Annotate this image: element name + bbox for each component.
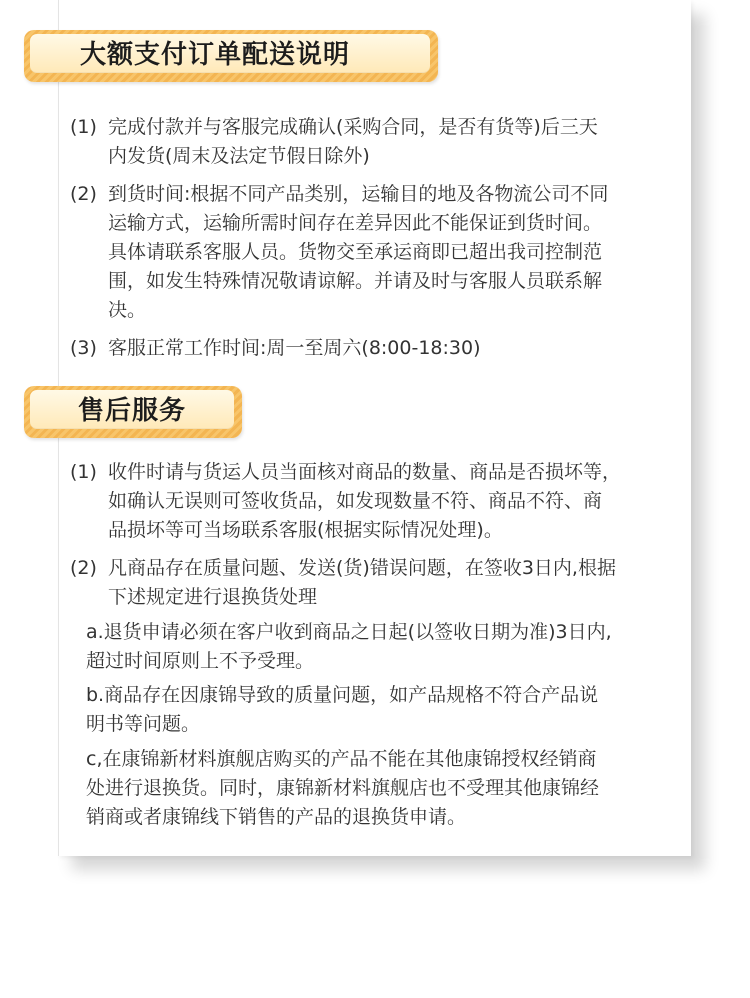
item-number: (3) <box>70 337 97 359</box>
item-text-line: 运输方式，运输所需时间存在差异因此不能保证到货时间。 <box>108 212 603 234</box>
item-text-line: 内发货(周末及法定节假日除外) <box>108 145 370 167</box>
item-text-line: 收件时请与货运人员当面核对商品的数量、商品是否损坏等， <box>108 461 622 483</box>
delivery-section-title: 大额支付订单配送说明 <box>80 40 351 70</box>
rule-text-line: 明书等问题。 <box>86 713 201 735</box>
item-text-line: 具体请联系客服人员。货物交至承运商即已超出我司控制范 <box>108 241 603 263</box>
delivery-header-plate <box>30 34 430 73</box>
rule-text-line: 销商或者康锦线下销售的产品的退换货申请。 <box>86 806 467 828</box>
item-text-line: 决。 <box>108 299 147 321</box>
after-sales-item-2 <box>70 554 680 612</box>
item-text-line: 完成付款并与客服完成确认(采购合同，是否有货等)后三天 <box>108 116 598 138</box>
delivery-section-header <box>24 30 438 82</box>
item-text-line: 客服正常工作时间:周一至周六(8:00-18:30) <box>108 337 481 359</box>
item-text-line: 凡商品存在质量问题、发送(货)错误问题，在签收3日内,根据 <box>108 557 616 579</box>
item-number: (1) <box>70 461 97 483</box>
after-sales-header-plate <box>30 390 234 429</box>
item-text-line: 到货时间:根据不同产品类别，运输目的地及各物流公司不同 <box>108 183 609 205</box>
delivery-item-1 <box>70 113 670 171</box>
rule-text-line: a.退货申请必须在客户收到商品之日起(以签收日期为准)3日内, <box>86 621 612 643</box>
delivery-item-2 <box>70 180 670 325</box>
rule-text-line: 超过时间原则上不予受理。 <box>86 650 315 672</box>
after-sales-item-1 <box>70 458 680 545</box>
item-number: (1) <box>70 116 97 138</box>
rule-text-line: b.商品存在因康锦导致的质量问题，如产品规格不符合产品说 <box>86 684 599 706</box>
rule-text-line: 处进行退换货。同时，康锦新材料旗舰店也不受理其他康锦经 <box>86 777 600 799</box>
item-text-line: 下述规定进行退换货处理 <box>108 586 318 608</box>
item-number: (2) <box>70 183 97 205</box>
after-sales-section-title: 售后服务 <box>78 396 187 426</box>
item-text-line: 如确认无误则可签收货品，如发现数量不符、商品不符、商 <box>108 490 603 512</box>
item-text-line: 围，如发生特殊情况敬请谅解。并请及时与客服人员联系解 <box>108 270 603 292</box>
after-sales-section-header <box>24 386 242 438</box>
rule-text-line: c,在康锦新材料旗舰店购买的产品不能在其他康锦授权经销商 <box>86 748 597 770</box>
item-text-line: 品损坏等可当场联系客服(根据实际情况处理)。 <box>108 519 503 541</box>
return-rule-a <box>86 618 676 676</box>
item-number: (2) <box>70 557 97 579</box>
return-rule-c <box>86 745 676 832</box>
delivery-item-3 <box>70 334 670 363</box>
return-rule-b <box>86 681 676 739</box>
